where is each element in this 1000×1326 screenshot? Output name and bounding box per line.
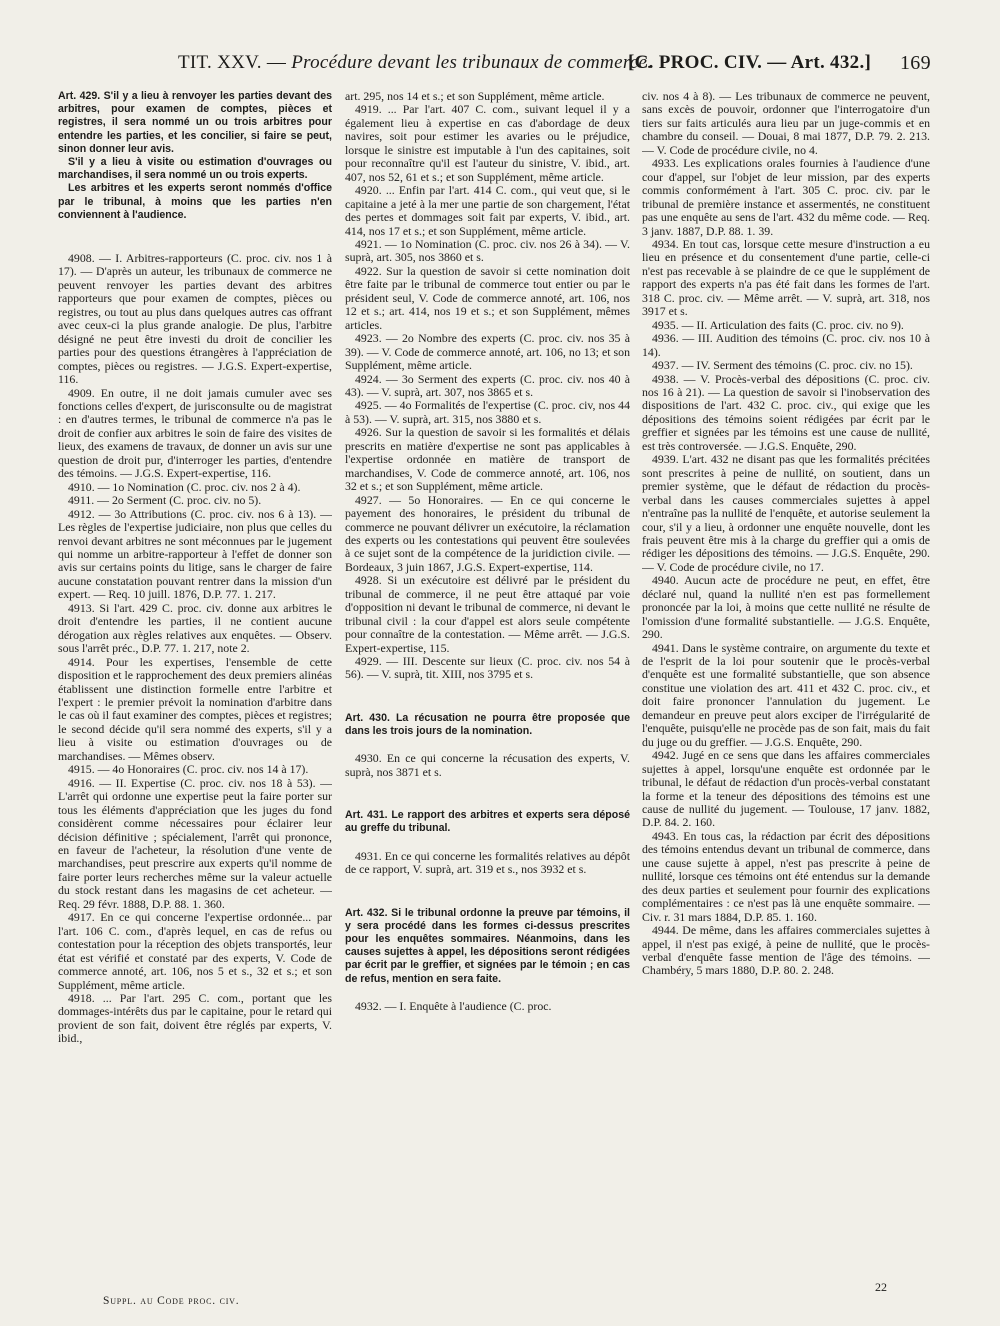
column-1 xyxy=(58,90,332,1295)
entry-4942: 4942. Jugé en ce sens que dans les affaires commerciales sujettes à appel, lorsqu'une enquête est ordonnée par le tribunal, le défaut de rédaction d'un procès-verbal constatant la forme et la teneur des dépositions des témoins est une cause de nullité du jugement. — Toulouse, 17 janv. 1882, D.P. 84. 2. 160. xyxy=(642,748,930,830)
entry-4935: 4935. — II. Articulation des faits (C. proc. civ. no 9). xyxy=(652,317,904,332)
entry-4931: 4931. En ce qui concerne les formalités relatives au dépôt de ce rapport, V. suprà, art. 319 et s., nos 3932 et s. xyxy=(345,848,630,877)
entry-4939: 4939. L'art. 432 ne disant pas que les formalités précitées sont prescrites à peine de nullité, on soutient, dans un premier système, que le défaut de rédaction du procès-verbal dans les causes commerciales sujettes à appel n'entraîne pas la nullité de l'enquête, et autorise seulement la cour, s'il y a lieu, à ordonner une enquête nouvelle, dont les frais peuvent être mis à la charge du greffier qui a omis de rédiger les dépositions des témoins. — J.G.S. Enquête, 290. — V. Code de procédure civile, no 17. xyxy=(642,452,930,574)
article-429 xyxy=(58,90,332,222)
entry-4932: 4932. — I. Enquête à l'audience (C. proc. xyxy=(355,998,552,1013)
entry-4918: 4918. ... Par l'art. 295 C. com., portant que les dommages-intérêts dus par le capitaine, pour le retard qui provient de son fait, doivent être réglés par experts, V. ibid., xyxy=(58,990,332,1046)
entry-4918-continued: art. 295, nos 14 et s.; et son Supplément, même article. xyxy=(345,90,605,103)
entry-4928: 4928. Si un exécutoire est délivré par le président du tribunal de commerce, il ne peut être attaqué par voie d'opposition ni devant le tribunal de commerce, ni devant le tribunal civil : la cour d'appel est alors seule compétente pour connaître de la contestation. — Même arrêt. — J.G.S. Expert-expertise, 115. xyxy=(345,573,630,655)
entry-4916: 4916. — II. Expertise (C. proc. civ. nos 18 à 53). — L'arrêt qui ordonne une expertise peut la faire porter sur tous les éléments d'appréciation que les juges du fond considèrent comme nécessaires pour éclairer leur décision définitive ; spécialement, l'arrêt qui prononce, en faveur de l'acheteur, la résolution d'une vente de marchandises, peut prescrire aux experts qu'il nomme de faire porter leurs recherches même sur la valeur actuelle du stock restant dans les magasins de cet acheteur. — Req. 29 févr. 1888, D.P. 88. 1. 360. xyxy=(58,775,332,911)
article-432 xyxy=(345,907,630,986)
entry-4909: 4909. En outre, il ne doit jamais cumuler avec ses fonctions celles d'expert, de jurisconsulte ou de magistrat : en d'autres termes, le tribunal de commerce n'a pas le droit de confier aux arbitres le soin de faire des visites de lieux, des examens de travaux, de donner un avis sur une question de droit pur, d'interroger les parties, d'entendre des témoins. — J.G.S. Expert-expertise, 116. xyxy=(58,385,332,481)
entry-4925: 4925. — 4o Formalités de l'expertise (C. proc. civ, nos 44 à 53). — V. suprà, art. 315, nos 3880 et s. xyxy=(345,398,630,426)
article-430-text: Art. 430. La récusation ne pourra être proposée que dans les trois jours de la nomination. xyxy=(345,711,630,738)
entry-4911: 4911. — 2o Serment (C. proc. civ. no 5). xyxy=(68,493,262,508)
header-title-label: TIT. XXV. — xyxy=(178,52,292,73)
article-432-text: Art. 432. Si le tribunal ordonne la preuve par témoins, il y sera procédé dans les formes ci-dessus prescrites pour les enquêtes sommaires. Néanmoins, dans les causes sujettes à appel, les dépositions seront rédigées par écrit par le greffier, et signées par le témoin ; en cas de refus, mention en sera faite. xyxy=(345,906,630,985)
entry-4908: 4908. — I. Arbitres-rapporteurs (C. proc. civ. nos 1 à 17). — D'après un auteur, les tribunaux de commerce ne peuvent renvoyer les parties devant des arbitres rapporteurs que pour examen de comptes, pièces ou registres, ou tout au plus dans quelques autres cas offrant avec ceux-ci la plus grande analogie. De plus, l'arbitre désigné ne peut être investi du droit de concilier les parties pour des questions étrangères à l'appréciation de comptes, pièces ou registres. — J.G.S. Expert-expertise, 116. xyxy=(58,251,332,387)
article-429-para-1: Art. 429. S'il y a lieu à renvoyer les parties devant des arbitres, pour examen de comptes, pièces et registres, il sera nommé un ou trois arbitres pour entendre les parties, et les concilier, si faire se peut, sinon donner leur avis. xyxy=(58,90,332,155)
entry-4936: 4936. — III. Audition des témoins (C. proc. civ. nos 10 à 14). xyxy=(642,331,930,359)
entry-4934: 4934. En tout cas, lorsque cette mesure d'instruction a eu lieu en présence et du consentement d'une partie, celle-ci n'est pas recevable à se plaindre de ce que le supplément de rapport des experts n'a pas été fait dans les formes de l'art. 318 C. proc. civ. — Même arrêt. — V. suprà, art. 318, nos 3917 et s. xyxy=(642,236,930,319)
entry-4921: 4921. — 1o Nomination (C. proc. civ. nos 26 à 34). — V. suprà, art. 305, nos 3860 et s. xyxy=(345,236,630,265)
header-article-ref: [C. PROC. CIV. — Art. 432.] xyxy=(628,52,872,73)
entry-4927: 4927. — 5o Honoraires. — En ce qui concerne le payement des honoraires, le président du tribunal de commerce ne pouvant délivrer un exécutoire, la réclamation des experts ou les contestations qui peuvent être soulevées à ce sujet sont de la compétence de la juridiction civile. — Bordeaux, 3 juin 1867, J.G.S. Expert-expertise, 114. xyxy=(345,492,630,574)
article-429-para-3: Les arbitres et les experts seront nommés d'office par le tribunal, à moins que les parties n'en conviennent à l'audience. xyxy=(58,182,332,221)
entry-4924: 4924. — 3o Serment des experts (C. proc. civ. nos 40 à 43). — V. suprà, art. 307, nos 3865 et s. xyxy=(345,371,630,399)
entry-4932-continued: civ. nos 4 à 8). — Les tribunaux de commerce ne peuvent, sans excès de pouvoir, ordonner que l'interrogatoire d'un tiers sur faits articulés aura lieu par un juge-commis et en chambre du conseil. — Douai, 8 mai 1877, D.P. 79. 2. 213. — V. Code de procédure civile, no 4. xyxy=(642,90,930,157)
header-title xyxy=(178,52,652,74)
entry-4930: 4930. En ce qui concerne la récusation des experts, V. suprà, nos 3871 et s. xyxy=(345,751,630,779)
entry-4940: 4940. Aucun acte de procédure ne peut, en effet, être déclaré nul, quand la nullité n'en est pas formellement prononcée par la loi, à moins que cette nullité ne résulte de l'omission d'une formalité substantielle. — J.G.S. Enquête, 290. xyxy=(642,573,930,642)
column-3 xyxy=(642,90,930,1295)
entry-4944: 4944. De même, dans les affaires commerciales sujettes à appel, il n'est pas exigé, à peine de nullité, que le procès-verbal d'enquête fasse mention de l'âge des témoins. — Chambéry, 5 mars 1880, D.P. 80. 2. 248. xyxy=(642,923,930,978)
entry-4937: 4937. — IV. Serment des témoins (C. proc. civ. no 15). xyxy=(652,358,913,373)
footer-collection-title: Suppl. au Code proc. civ. xyxy=(103,1295,240,1307)
entry-4910: 4910. — 1o Nomination (C. proc. civ. nos 2 à 4). xyxy=(68,479,301,494)
entry-4915: 4915. — 4o Honoraires (C. proc. civ. nos 14 à 17). xyxy=(68,762,309,777)
footer-signature-number: 22 xyxy=(875,1280,887,1294)
entry-4914: 4914. Pour les expertises, l'ensemble de cette disposition et le rapprochement des deux premiers alinéas établissent une distinction formelle entre l'arbitre et l'expert : le premier prévoit la nomination d'arbitre dans le cas où il faut examiner des comptes, pièces et registres; le second décide qu'il sera nommé des experts, s'il y a lieu à visite ou estimation d'ouvrages ou de marchandises. — Mêmes observ. xyxy=(58,654,332,763)
header-title-italic: Procédure devant les tribunaux de commerce. xyxy=(291,52,653,73)
entry-4923: 4923. — 2o Nombre des experts (C. proc. civ. nos 35 à 39). — V. Code de commerce annoté, art. 106, no 13; et son Supplément, même article. xyxy=(345,331,630,373)
article-431 xyxy=(345,809,630,835)
article-430 xyxy=(345,712,630,738)
entry-4929: 4929. — III. Descente sur lieux (C. proc. civ. nos 54 à 56). — V. suprà, tit. XIII, nos 3795 et s. xyxy=(345,654,630,682)
entry-4941: 4941. Dans le système contraire, on argumente du texte et de l'esprit de la loi pour soutenir que le procès-verbal d'enquête est une formalité substantielle, que son absence constitue une violation des art. 411 et 432 C. proc. civ., et doit faire prononcer l'annulation du jugement. Le demandeur en preuve peut alors exciper de l'irrégularité de l'enquête, puisqu'elle ne procède pas de son fait, mais du fait du juge ou du greffier. — J.G.S. Enquête, 290. xyxy=(642,640,930,749)
entry-4933: 4933. Les explications orales fournies à l'audience d'une cour d'appel, sur l'objet de leur mission, par des experts commis conformément à l'art. 305 C. proc. civ. par le tribunal de première instance et assermentés, ne constituent pas une enquête au sens de l'art. 432 du même code. — Req. 3 janv. 1887, D.P. 88. 1. 39. xyxy=(642,156,930,238)
entry-4920: 4920. ... Enfin par l'art. 414 C. com., qui veut que, si le capitaine a jeté à la mer une partie de son chargement, l'état des pertes et dommages soit fait par experts, V. ibid., art. 414, nos 17 et s.; et son Supplément, même article. xyxy=(345,183,630,238)
running-header xyxy=(0,52,1000,80)
article-429-para-2: S'il y a lieu à visite ou estimation d'ouvrages ou marchandises, il sera nommé un ou trois experts. xyxy=(58,156,332,182)
entry-4913: 4913. Si l'art. 429 C. proc. civ. donne aux arbitres le droit d'entendre les parties, il ne contient aucune dérogation aux règles relatives aux enquêtes. — Observ. sous l'arrêt préc., D.P. 77. 1. 217, note 2. xyxy=(58,600,332,656)
entry-4943: 4943. En tous cas, la rédaction par écrit des dépositions des témoins entendus devant un tribunal de commerce, dans une cause sujette à appel, n'est pas prescrite à peine de nullité, lorsque ces témoins ont été entendus sur la demande des deux parties et seulement pour fournir des explications complémentaires : ce n'est pas là une enquête sommaire. — Civ. r. 31 mars 1884, D.P. 85. 1. 160. xyxy=(642,828,930,924)
article-431-text: Art. 431. Le rapport des arbitres et experts sera déposé au greffe du tribunal. xyxy=(345,809,630,835)
entry-4938: 4938. — V. Procès-verbal des dépositions (C. proc. civ. nos 16 à 21). — La question de savoir si l'inobservation des dispositions de l'art. 432 C. proc. civ., qui exige que les dépositions des témoins soient rédigées par écrit par le greffier et signées par les témoins est une cause de nullité, est très controversée. — J.G.S. Enquête, 290. xyxy=(642,371,930,453)
entry-4922: 4922. Sur la question de savoir si cette nomination doit être faite par le tribunal de commerce tout entier ou par le président seul, V. Code de commerce annoté, art. 106, nos 12 et s.; art. 414, nos 19 et s.; et son Supplément, mêmes articles. xyxy=(345,263,630,332)
entry-4919: 4919. ... Par l'art. 407 C. com., suivant lequel il y a également lieu à expertise en cas d'abordage de deux navires, soit pour estimer les avaries ou le préjudice, lorsque le sinistre est imputable à l'un des capitaines, soit pour reconnaître qu'il est l'auteur du sinistre, V. ibid., art. 407, nos 52, 61 et s.; et son Supplément, même article. xyxy=(345,102,630,184)
entry-4917: 4917. En ce qui concerne l'expertise ordonnée... par l'art. 106 C. com., d'après lequel, en cas de refus ou contestation pour la réception des objets transportés, leur état est vérifié et constaté par des experts, V. Code de commerce annoté, art. 106, nos 5 et s., 32 et s.; et son Supplément, même article. xyxy=(58,910,332,992)
entry-4912: 4912. — 3o Attributions (C. proc. civ. nos 6 à 13). — Les règles de l'expertise judiciaire, non plus que celles du renvoi devant arbitres ne sont méconnues par le jugement qui nomme un arbitre-rapporteur à l'effet de donner son avis sur certains points du litige, sans le charger de faire aucune constatation pouvant rentrer dans la mission d'un expert. — Req. 10 juill. 1876, D.P. 77. 1. 217. xyxy=(58,506,332,602)
page-number: 169 xyxy=(900,52,931,74)
column-2 xyxy=(345,90,630,1295)
entry-4926: 4926. Sur la question de savoir si les formalités et délais prescrits en matière d'expertise ne sont pas applicables à l'expertise ordonnée en matière de transport de marchandises, V. Code de commerce annoté, art. 106, nos 32 et s.; et son Supplément, même article. xyxy=(345,425,630,494)
